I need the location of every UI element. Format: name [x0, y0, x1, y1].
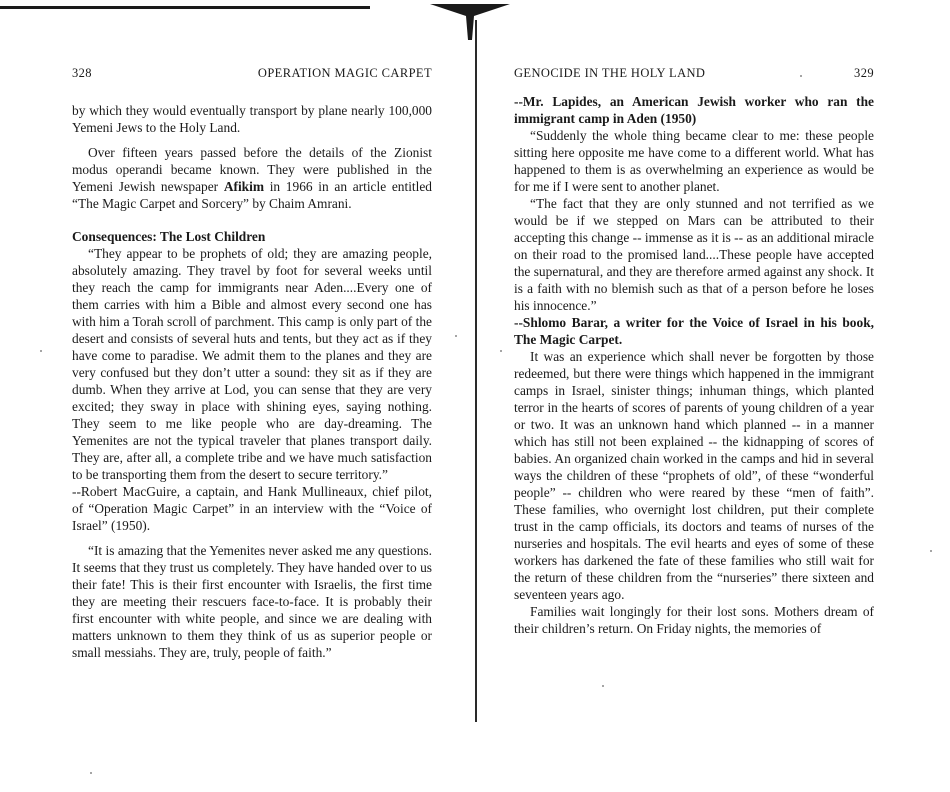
running-head: GENOCIDE IN THE HOLY LAND [514, 66, 706, 80]
paragraph: by which they would eventually transport by plane nearly 100,000 Yemeni Jews to the Holy Land. [72, 103, 432, 135]
right-page [514, 0, 874, 792]
running-head: OPERATION MAGIC CARPET [257, 66, 432, 80]
paragraph: Over fifteen years passed before the details of the Zionist modus operandi became known. They were published in the Yemeni Jewish newspaper Afikim in 1966 in an article entitled “The Magic Carpet and Sorcery” by Chaim Amrani. [72, 145, 432, 211]
attribution: --Shlomo Barar, a writer for the Voice of Israel in his book, The Magic Carpet. [514, 315, 874, 347]
quote-paragraph: “They appear to be prophets of old; they are amazing people, absolutely amazing. They travel by foot for several weeks until they reach the camp for immigrants near Aden....Every one of them carries with him a Bible and almost every second one has with him a Torah scroll of parchment. This camp is only part of the desert and consists of several huts and tents, but they act as if they have come to paradise. We admit them to the planes and they are very confused but they don’t utter a sound: they sit as if they are dumb. When they arrive at Lod, you can sense that they are very excited; they sway in place with shining eyes, saying nothing. They seem to me like people who are day-dreaming. The Yemenites are not the typical traveler that planes transport daily. They are, after all, a complete tribe and we have much satisfaction to be transporting them from the desert to secure territory.” [72, 246, 432, 482]
spine-gutter [475, 20, 477, 722]
left-page-body [72, 102, 432, 661]
left-page-header [72, 66, 432, 86]
binding-fold-mark [430, 0, 510, 40]
quote-paragraph: “Suddenly the whole thing became clear to me: these people sitting here opposite me have come to a different world. What has happened to them is as overwhelming an experience as would be for me if I were sent to another planet. [514, 128, 874, 194]
page-number: 329 [854, 66, 874, 80]
section-heading: Consequences: The Lost Children [72, 229, 266, 244]
left-page [72, 0, 432, 792]
attribution: --Robert MacGuire, a captain, and Hank Mullineaux, chief pilot, of “Operation Magic Carpet” in an interview with the “Voice of Israel” (1950). [72, 484, 432, 533]
quote-paragraph: “It is amazing that the Yemenites never asked me any questions. It seems that they trust us completely. They have handed over to us their fate! This is their first encounter with Israelis, the first time they are meeting their rescuers face-to-face. It is probably their first encounter with white people, and since we are dealing with matters unknown to them they think of us as superior people or small messiahs. They are, truly, people of faith.” [72, 543, 432, 660]
quote-paragraph: “The fact that they are only stunned and not terrified as we would be if we stepped on Mars can be attributed to their accepting this change -- immense as it is -- as an additional miracle on their road to the promised land....These people have accepted the supernatural, and they are therefore armed against any shock. It is a faith with no blemish such as that of a person before he loses his innocence.” [514, 196, 874, 313]
newspaper-name: Afikim [223, 179, 265, 194]
paragraph: Families wait longingly for their lost sons. Mothers dream of their children’s return. On Friday nights, the memories of [514, 604, 874, 636]
right-page-body [514, 93, 874, 637]
paragraph: It was an experience which shall never be forgotten by those redeemed, but there were things which happened in the immigrant camps in Israel, sinister things; inhuman things, which planted terror in the hearts of scores of parents of young children of a year or two. It was an unknown hand which planned -- in a manner which has still not been explained -- the kidnapping of scores of babies. An organized chain worked in the camps and hid in several ways the children of these “prophets of old”, of these “wonderful people” -- children who were reared by these “men of faith”. These families, who overnight lost children, put their complete trust in the camp officials, its doctors and teams of nurses of the nurseries and hospitals. The evil hearts and eyes of some of these workers has darkened the fate of these families who still wait for the return of these children from the “nurseries” there sixteen and seventeen years ago. [514, 349, 874, 602]
attribution: --Mr. Lapides, an American Jewish worker who ran the immigrant camp in Aden (1950) [514, 94, 874, 126]
page-number: 328 [72, 66, 92, 80]
right-page-header [514, 66, 874, 86]
